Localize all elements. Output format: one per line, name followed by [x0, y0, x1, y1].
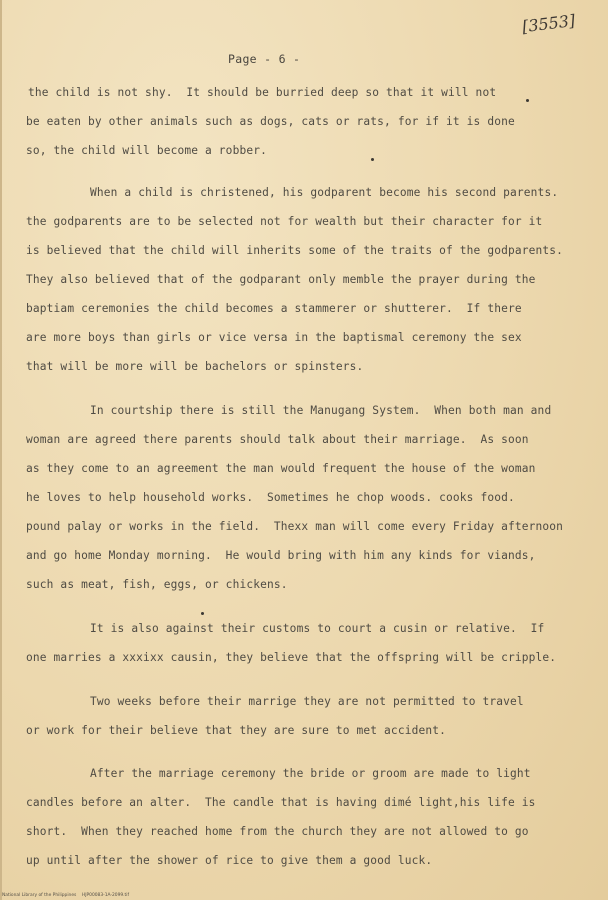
ink-speck — [201, 612, 204, 615]
text-line: baptiam ceremonies the child becomes a stammerer or shutterer. If there — [26, 302, 522, 315]
text-line: Two weeks before their marrige they are not permitted to travel — [90, 695, 524, 708]
text-line: such as meat, fish, eggs, or chickens. — [26, 578, 288, 591]
text-line: and go home Monday morning. He would bring with him any kinds for viands, — [26, 549, 536, 562]
text-line: short. When they reached home from the church they are not allowed to go — [26, 825, 529, 838]
text-line: one marries a xxxixx causin, they believe that the offspring will be cripple. — [26, 651, 557, 664]
text-line: be eaten by other animals such as dogs, cats or rats, for if it is done — [26, 115, 515, 128]
text-line: up until after the shower of rice to give them a good luck. — [26, 854, 433, 867]
page-header: Page - 6 - — [228, 52, 301, 66]
ink-speck — [526, 99, 529, 102]
text-line: woman are agreed there parents should talk about their marriage. As soon — [26, 433, 529, 446]
text-line: so, the child will become a robber. — [26, 144, 267, 157]
text-line: After the marriage ceremony the bride or groom are made to light — [90, 767, 531, 780]
page-edge — [0, 0, 2, 900]
text-line: When a child is christened, his godparent become his second parents. — [90, 186, 559, 199]
text-line: In courtship there is still the Manugang System. When both man and — [90, 404, 552, 417]
text-line: are more boys than girls or vice versa in the baptismal ceremony the sex — [26, 331, 522, 344]
text-line: It is also against their customs to court a cusin or relative. If — [90, 622, 545, 635]
archive-footer: National Library of the Philippines HJP00083-1A-2099.tif — [2, 893, 130, 898]
text-line: that will be more will be bachelors or spinsters. — [26, 360, 364, 373]
text-line: he loves to help household works. Sometimes he chop woods. cooks food. — [26, 491, 515, 504]
text-line: as they come to an agreement the man would frequent the house of the woman — [26, 462, 536, 475]
text-line: is believed that the child will inherits some of the traits of the godparents. — [26, 244, 564, 257]
text-line: They also believed that of the godparant only memble the prayer during the — [26, 273, 536, 286]
page-number-stamp: [3553] — [521, 10, 577, 37]
ink-speck — [371, 158, 374, 161]
text-line: pound palay or works in the field. Thexx man will come every Friday afternoon — [26, 520, 564, 533]
text-line: candles before an alter. The candle that is having dimé light,his life is — [26, 796, 536, 809]
text-line: the child is not shy. It should be burried deep so that it will not — [28, 86, 497, 99]
text-line: the godparents are to be selected not for wealth but their character for it — [26, 215, 543, 228]
text-line: or work for their believe that they are sure to met accident. — [26, 724, 447, 737]
